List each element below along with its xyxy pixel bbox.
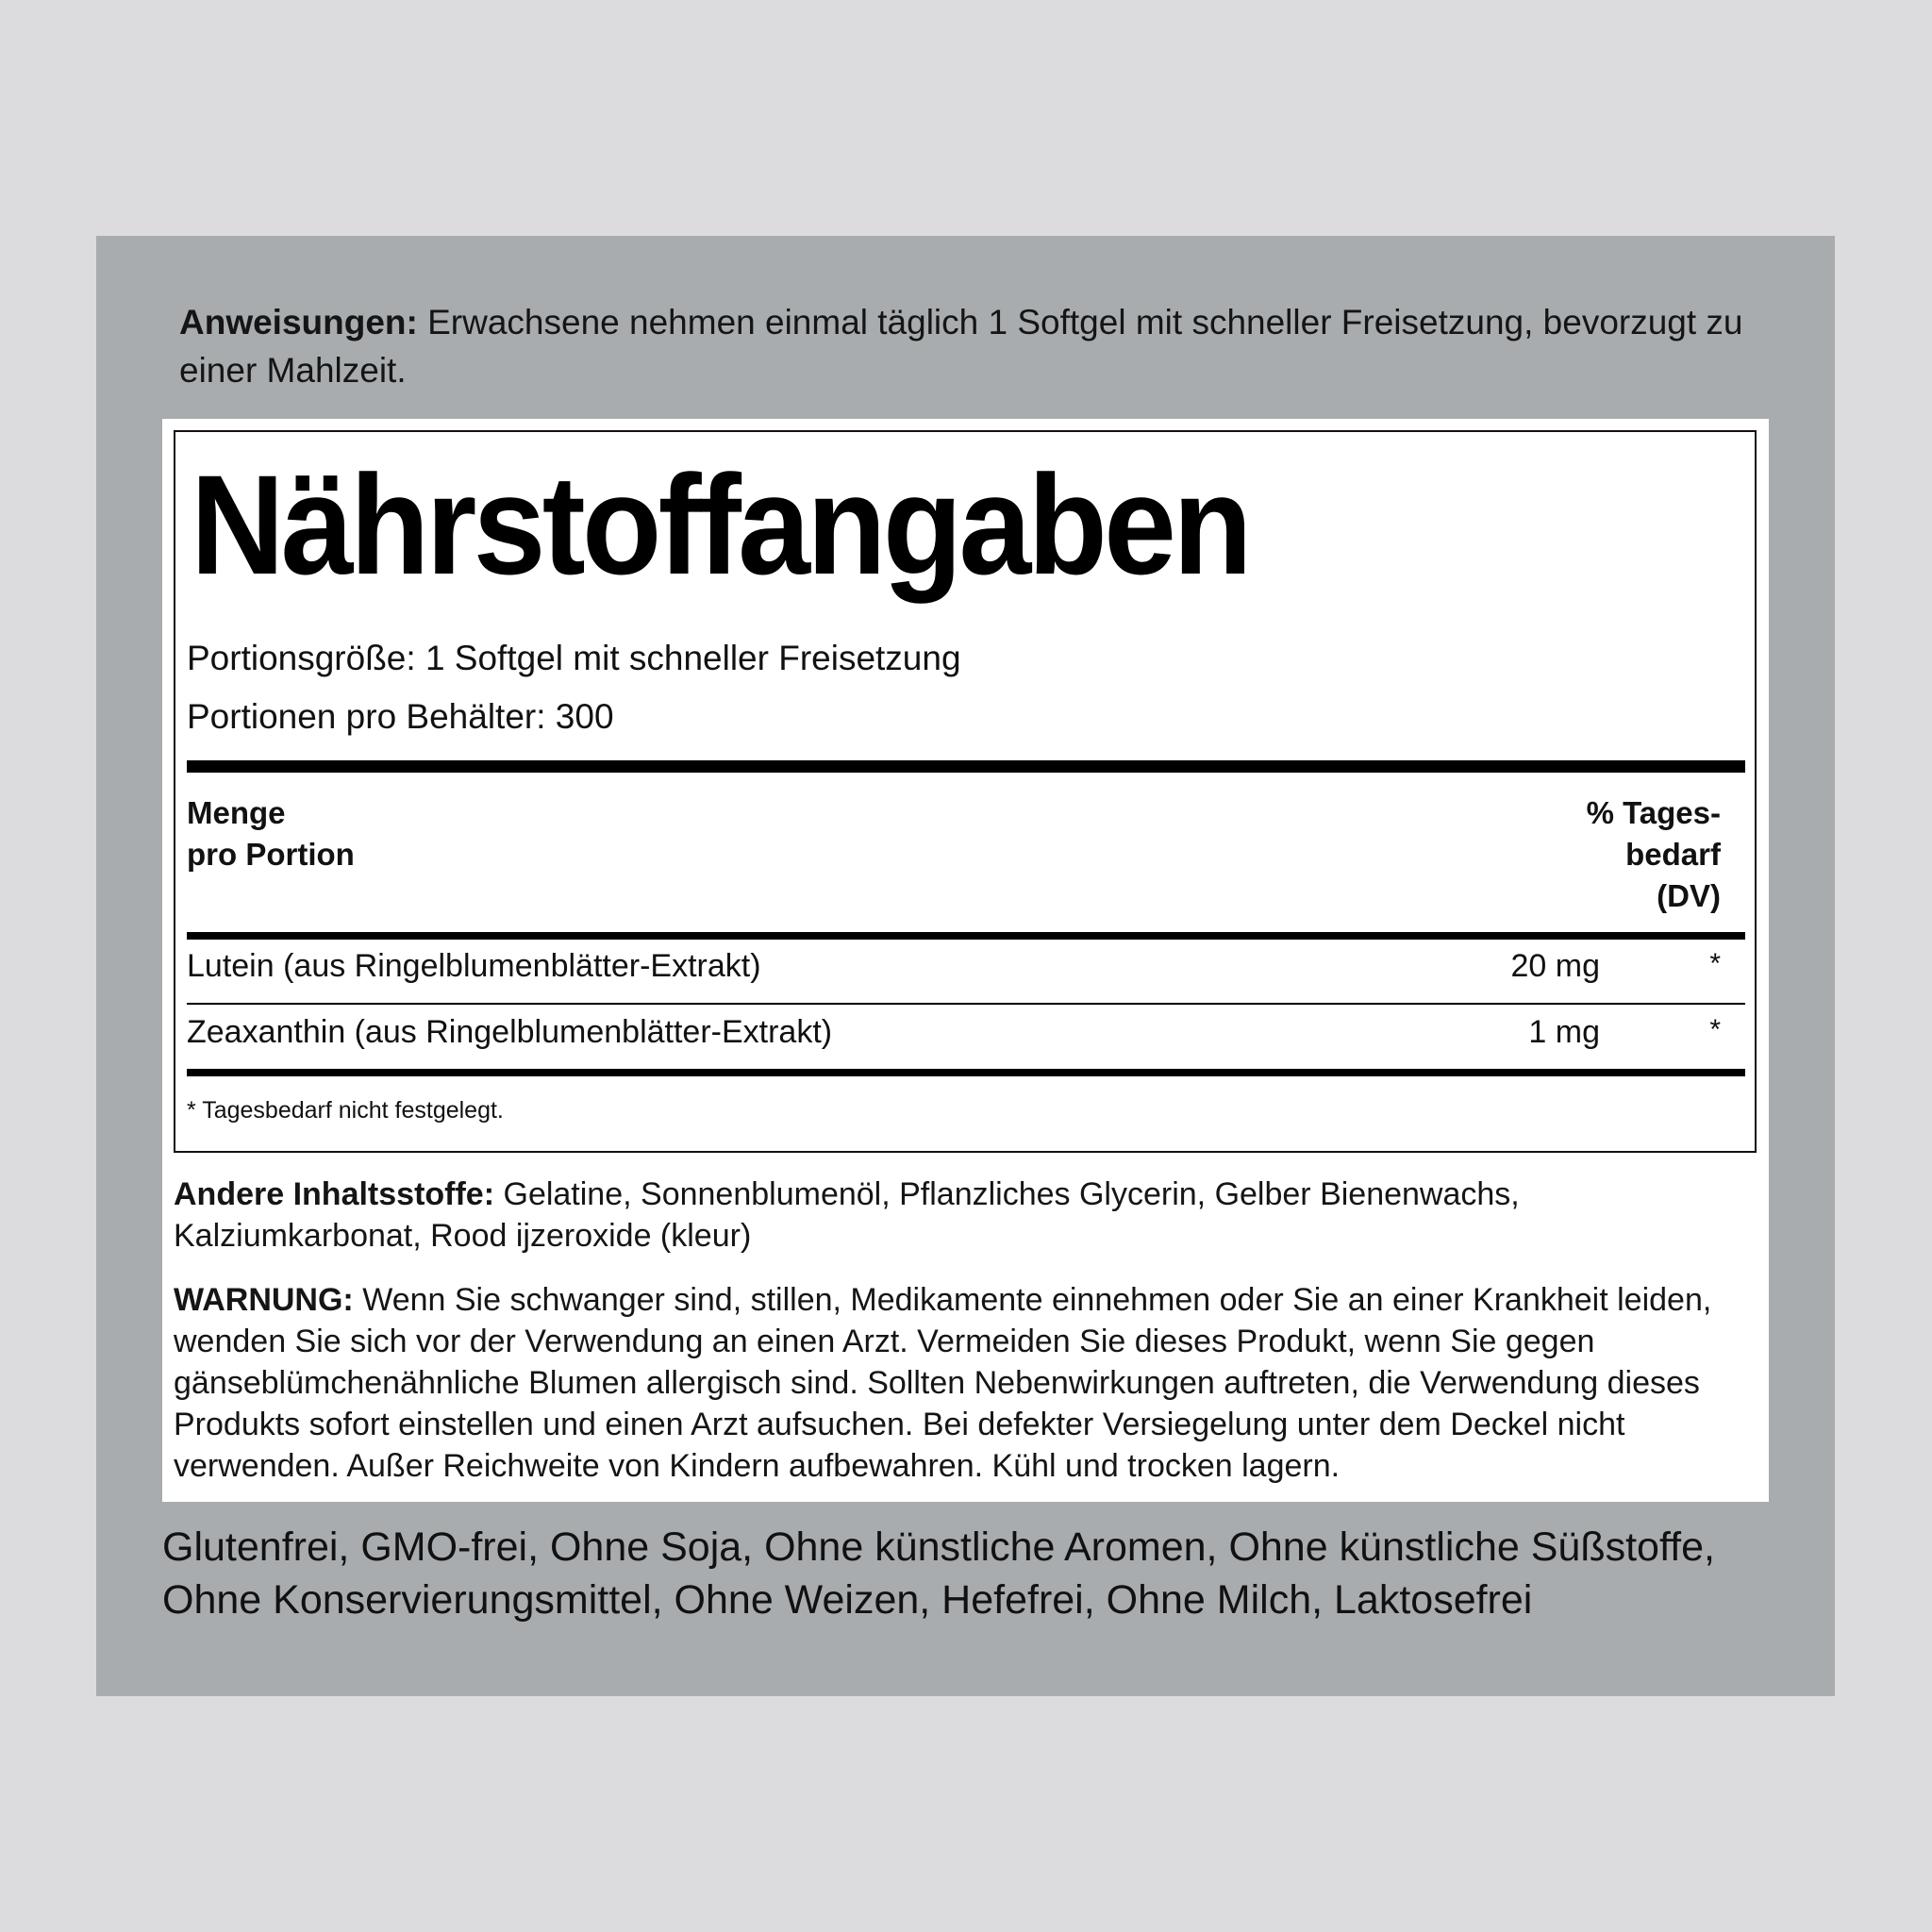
amount-header <box>187 792 355 875</box>
medium-divider <box>187 932 1745 940</box>
row-lutein-dv: * <box>1709 948 1721 979</box>
warning-text: Wenn Sie schwanger sind, stillen, Medikamente einnehmen oder Sie an einer Krankheit leiden, wenden Sie sich vor der Verwendung an einen Arzt. Vermeiden Sie dieses Produkt, wenn Sie gegen gänseblümchenähnliche Blumen allergisch sind. Sollten Nebenwirkungen auftreten, die Verwendung dieses Produkts sofort einstellen und einen Arzt aufsuchen. Bei defekter Versiegelung unter dem Deckel nicht verwenden. Außer Reichweite von Kindern aufbewahren. Kühl und trocken lagern. <box>174 1282 1712 1484</box>
free-from-claims: Glutenfrei, GMO-frei, Ohne Soja, Ohne künstliche Aromen, Ohne künstliche Süßstoffe, Ohne Konservierungsmittel, Ohne Weizen, Hefefrei, Ohne Milch, Laktosefrei <box>162 1524 1715 1623</box>
row-zeaxanthin-name: Zeaxanthin (aus Ringelblumenblätter-Extrakt) <box>187 1014 833 1050</box>
dv-header <box>1587 792 1721 917</box>
row-zeaxanthin-amount: 1 mg <box>1528 1014 1600 1050</box>
warning <box>174 1279 1758 1487</box>
other-ingredients-text: Gelatine, Sonnenblumenöl, Pflanzliches Glycerin, Gelber Bienenwachs, Kalziumkarbonat, Rood ijzeroxide (kleur) <box>174 1176 1520 1254</box>
directions-label: Anweisungen: <box>179 303 418 341</box>
dv-header-line3: (DV) <box>1657 878 1721 913</box>
amount-header-line1: Menge <box>187 795 286 830</box>
dv-header-line2: bedarf <box>1625 837 1721 872</box>
warning-label: WARNUNG: <box>174 1282 354 1318</box>
medium-divider-bottom <box>187 1069 1745 1076</box>
serving-size: Portionsgröße: 1 Softgel mit schneller Freisetzung <box>187 639 961 677</box>
footnote: * Tagesbedarf nicht festgelegt. <box>187 1097 504 1124</box>
facts-title: Nährstoffangaben <box>191 445 1249 604</box>
directions-text <box>179 298 1764 394</box>
row-lutein-name: Lutein (aus Ringelblumenblätter-Extrakt) <box>187 948 761 984</box>
dv-header-line1: % Tages- <box>1586 795 1721 830</box>
other-ingredients-label: Andere Inhaltsstoffe: <box>174 1176 495 1212</box>
row-lutein-amount: 20 mg <box>1510 948 1600 984</box>
amount-header-line2: pro Portion <box>187 837 355 872</box>
other-ingredients <box>174 1174 1758 1257</box>
row-zeaxanthin-dv: * <box>1709 1014 1721 1045</box>
servings-per-container: Portionen pro Behälter: 300 <box>187 697 614 736</box>
thin-divider <box>187 1003 1745 1005</box>
directions-body: Erwachsene nehmen einmal täglich 1 Softgel mit schneller Freisetzung, bevorzugt zu einer Mahlzeit. <box>179 303 1743 390</box>
nutrition-facts-box <box>174 430 1757 1153</box>
thick-divider-top <box>187 760 1745 773</box>
